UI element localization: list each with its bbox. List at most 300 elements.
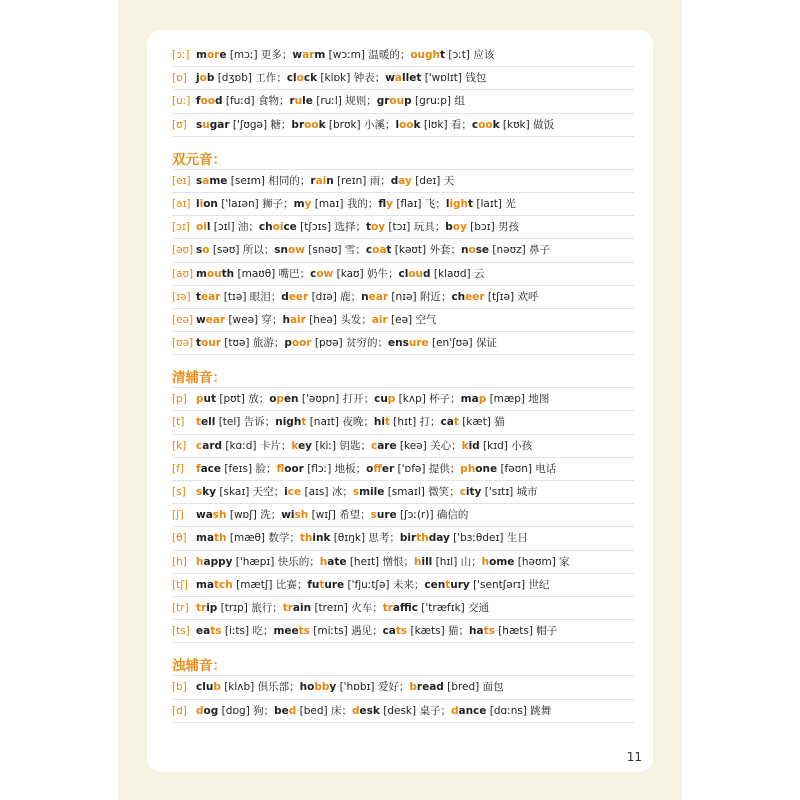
highlighted-letters: ow — [316, 267, 334, 280]
word-letters: l — [206, 221, 211, 234]
chinese-meaning: 床 — [331, 704, 342, 717]
word-letters: o — [269, 393, 277, 406]
chinese-meaning: 城市 — [516, 486, 538, 498]
word-letters: k — [492, 118, 500, 131]
phonetic-transcription: ['sentʃərɪ] — [473, 578, 526, 591]
word-letters: c — [310, 267, 317, 280]
example-word — [196, 681, 221, 693]
phonetic-transcription: ['fjuːtʃə] — [347, 578, 390, 591]
word-letters: h — [282, 313, 290, 326]
word-letters: b — [445, 221, 453, 234]
example-word — [374, 416, 390, 428]
chinese-meaning: 糖 — [270, 118, 281, 131]
example-word — [424, 579, 469, 591]
chinese-meaning: 杯子 — [429, 393, 451, 406]
phoneme-symbol: [d] — [172, 704, 187, 717]
phonetic-transcription: [reɪn] — [337, 174, 367, 187]
example-word — [441, 416, 459, 428]
chinese-meaning: 脸 — [255, 462, 266, 475]
highlighted-letters: oo — [399, 118, 414, 131]
phonetic-transcription: [eə] — [391, 313, 413, 326]
phoneme-row: [s] sky [skaɪ] 天空；ice [aɪs] 冰；smile [smaɪl] 微笑；city ['sɪtɪ] 城市 — [172, 481, 634, 504]
highlighted-letters: p — [196, 393, 204, 406]
word-letters: esk — [359, 704, 380, 717]
word-letters: ca — [382, 625, 396, 638]
example-word — [472, 119, 500, 131]
phonetic-transcription: [trɪp] — [220, 601, 248, 614]
phonetic-transcription: [pʊə] — [314, 337, 343, 350]
chinese-meaning: 规则 — [345, 95, 367, 108]
chinese-meaning: 钱包 — [465, 72, 487, 85]
phonetic-transcription: [mætʃ] — [236, 578, 273, 591]
chinese-meaning: 男孩 — [498, 221, 520, 234]
example-word — [196, 393, 216, 405]
word-letters: ill — [421, 555, 433, 568]
chinese-meaning: 温暖的 — [368, 49, 400, 61]
word-letters: ome — [489, 555, 515, 568]
chinese-meaning: 空气 — [415, 313, 437, 326]
phoneme-row: [k] card [kɑːd] 卡片；key [kiː] 钥匙；care [keə] 关心；kid [kɪd] 小孩 — [172, 435, 634, 458]
word-letters: t — [468, 197, 474, 210]
highlighted-letters: ou — [389, 95, 405, 108]
word-letters: w — [196, 313, 206, 326]
phonetic-transcription: [treɪn] — [314, 601, 348, 614]
example-word — [196, 72, 214, 84]
example-word — [300, 681, 337, 693]
word-letters: cen — [424, 578, 446, 591]
example-word — [196, 314, 225, 326]
example-word — [310, 268, 333, 280]
phonetic-transcription: [klʌb] — [224, 681, 255, 694]
chinese-meaning: 告诉 — [243, 416, 265, 429]
word-letters: en — [283, 393, 299, 406]
chinese-meaning: 遇见 — [351, 625, 373, 638]
example-word — [196, 268, 234, 280]
example-word — [307, 579, 344, 591]
phonetic-transcription: [brʊk] — [328, 118, 361, 131]
chinese-meaning: 看 — [450, 118, 462, 131]
phonetic-transcription: [bɔɪ] — [470, 221, 495, 234]
example-word — [196, 244, 209, 256]
word-letters: affic — [392, 601, 418, 614]
word-letters: og — [203, 704, 219, 717]
word-letters: are — [377, 439, 397, 452]
highlighted-letters: ear — [201, 290, 221, 303]
highlighted-letters: eer — [288, 290, 309, 303]
example-word — [196, 175, 227, 187]
word-letters: be — [274, 704, 289, 717]
chinese-meaning: 眼泪 — [249, 290, 271, 303]
highlighted-letters: or — [206, 49, 220, 61]
chinese-meaning: 飞 — [424, 197, 436, 210]
example-word — [259, 221, 297, 233]
chinese-meaning: 交通 — [468, 601, 490, 614]
phonetic-transcription: [smaɪl] — [387, 486, 425, 498]
example-word — [371, 440, 397, 452]
phonetic-transcription: [flɔː] — [307, 462, 332, 475]
highlighted-letters: our — [201, 337, 221, 350]
phoneme-row: [ʊ] sugar ['ʃʊgə] 糖；brook [brʊk] 小溪；look [lʊk] 看；cook [kʊk] 做饭 — [172, 114, 634, 137]
word-letters: day — [428, 532, 450, 545]
highlighted-letters: ou — [206, 267, 222, 280]
example-word — [300, 532, 331, 544]
word-letters: ance — [458, 704, 487, 717]
highlighted-letters: t — [196, 416, 202, 429]
chinese-meaning: 相同的 — [268, 174, 300, 187]
highlighted-letters: f — [276, 462, 285, 475]
phonetic-transcription: ['əʊpn] — [301, 393, 340, 406]
highlighted-letters: ure — [408, 337, 429, 350]
highlighted-letters: t — [319, 578, 325, 591]
chinese-meaning: 微笑 — [428, 486, 450, 498]
phoneme-row: [tr] trip [trɪp] 旅行；train [treɪn] 火车；traffic ['træfɪk] 交通 — [172, 597, 634, 620]
chinese-meaning: 小溪 — [363, 118, 385, 131]
highlighted-letters: o — [296, 72, 304, 85]
word-letters: one — [475, 462, 498, 475]
highlighted-letters: oy — [452, 221, 467, 234]
example-word — [374, 393, 395, 405]
phoneme-symbol: [eə] — [172, 313, 194, 326]
highlighted-letters: y — [304, 197, 312, 210]
chinese-meaning: 打 — [419, 416, 431, 429]
highlighted-letters: oy — [371, 221, 386, 234]
chinese-meaning: 数学 — [268, 532, 290, 545]
highlighted-letters: oo — [478, 118, 493, 131]
chinese-meaning: 光 — [505, 197, 516, 210]
highlighted-letters: sh — [212, 509, 227, 522]
example-word — [451, 291, 484, 303]
highlighted-letters: ts — [210, 625, 222, 638]
example-word — [482, 556, 515, 568]
chinese-meaning: 洗 — [260, 509, 271, 522]
highlighted-letters: th — [299, 532, 313, 545]
chinese-meaning: 面包 — [482, 681, 504, 694]
phonetic-transcription: [gruːp] — [414, 95, 452, 108]
chinese-meaning: 狮子 — [262, 197, 284, 210]
chinese-meaning: 做饭 — [533, 118, 555, 131]
chinese-meaning: 吃 — [252, 625, 263, 638]
highlighted-letters: ay — [398, 174, 412, 187]
phoneme-row: [əʊ] so [səʊ] 所以；snow [snəʊ] 雪；coat [kəʊt] 外套；nose [nəʊz] 鼻子 — [172, 239, 634, 262]
word-letters: t — [365, 221, 371, 234]
highlighted-letters: h — [481, 555, 490, 568]
chinese-meaning: 猫 — [448, 625, 459, 638]
phoneme-symbol: [p] — [172, 393, 187, 406]
example-word — [281, 291, 308, 303]
phonetic-transcription: ['wɒlɪt] — [424, 72, 462, 85]
phoneme-row: [aʊ] mouth [maʊθ] 嘴巴；cow [kaʊ] 奶牛；cloud [klaʊd] 云 — [172, 263, 634, 286]
word-letters: th — [221, 267, 235, 280]
chinese-meaning: 旅游 — [252, 337, 274, 350]
highlighted-letters: u — [294, 95, 303, 108]
word-letters: ch — [451, 290, 466, 303]
chinese-meaning: 生日 — [506, 532, 528, 545]
highlighted-letters: tch — [214, 578, 233, 591]
page-number: 11 — [626, 750, 642, 764]
word-letters: fu — [307, 578, 320, 591]
example-word — [352, 705, 380, 717]
example-word — [196, 49, 226, 61]
chinese-meaning: 关心 — [430, 439, 452, 452]
word-letters: ho — [299, 681, 315, 694]
chinese-meaning: 欢呼 — [517, 290, 539, 303]
highlighted-letters: ph — [460, 462, 476, 475]
word-letters: j — [196, 72, 200, 85]
word-letters: ha — [469, 625, 484, 638]
highlighted-letters: ts — [395, 625, 408, 638]
chinese-meaning: 希望 — [339, 509, 361, 522]
highlighted-letters: eer — [465, 290, 485, 303]
phonetic-transcription: [seɪm] — [230, 174, 266, 187]
highlighted-letters: th — [416, 532, 429, 545]
chinese-meaning: 桌子 — [419, 704, 441, 717]
chinese-meaning: 应该 — [473, 49, 495, 61]
highlighted-letters: ts — [298, 625, 310, 638]
word-letters: ard — [202, 439, 223, 452]
word-letters: se — [475, 244, 490, 257]
example-word — [196, 556, 232, 568]
word-letters: s — [196, 174, 203, 187]
word-letters: y — [329, 681, 337, 694]
phoneme-row: [ʃ] wash [wɒʃ] 洗；wish [wɪʃ] 希望；sure [ʃɔː(r)] 确信的 — [172, 504, 634, 527]
phonetic-transcription: [flaɪ] — [396, 197, 422, 210]
phonetic-transcription: [keə] — [399, 439, 427, 452]
word-letters: le — [302, 95, 313, 108]
highlighted-letters: k — [461, 439, 469, 452]
word-letters: d — [390, 174, 399, 187]
section-heading: 双元音： — [172, 147, 634, 170]
example-word — [366, 244, 392, 256]
word-letters: ea — [196, 625, 211, 638]
phoneme-row: [aɪ] lion ['laɪən] 狮子；my [maɪ] 我的；fly [flaɪ] 飞；light [laɪt] 光 — [172, 193, 634, 216]
example-word — [196, 705, 218, 717]
example-word — [196, 221, 210, 233]
phonetic-transcription: [maʊθ] — [237, 267, 276, 280]
word-letters: m — [293, 197, 305, 210]
highlighted-letters: tr — [282, 601, 293, 614]
highlighted-letters: ou — [408, 267, 423, 280]
word-letters: w — [385, 72, 395, 85]
example-word — [372, 314, 388, 326]
word-letters: loor — [284, 462, 304, 475]
highlighted-letters: igh — [449, 197, 469, 210]
example-word — [196, 602, 217, 614]
example-word — [292, 49, 325, 61]
example-word — [366, 221, 385, 233]
example-word — [377, 95, 412, 107]
word-letters: l — [395, 118, 400, 131]
phoneme-row: [ɔː] more [mɔː] 更多；warm [wɔːm] 温暖的；ought [ɔːt] 应该 — [172, 44, 634, 67]
highlighted-letters: oi — [196, 221, 207, 234]
word-letters: r — [289, 95, 295, 108]
phoneme-symbol: [aɪ] — [172, 197, 191, 210]
highlighted-letters: sh — [294, 509, 309, 522]
chinese-meaning: 选择 — [334, 221, 356, 234]
phonetic-transcription: [deɪ] — [415, 174, 441, 187]
example-word — [281, 509, 308, 521]
phonetic-transcription: [kɪd] — [483, 439, 508, 452]
phonetic-transcription: [ʃɔː(r)] — [400, 509, 434, 522]
chinese-meaning: 提供 — [428, 462, 450, 475]
word-letters: ch — [258, 221, 273, 234]
word-letters: f — [196, 95, 201, 108]
word-letters: p — [284, 337, 292, 350]
example-word — [353, 486, 385, 498]
word-letters: mee — [273, 625, 299, 638]
example-word — [451, 705, 486, 717]
word-letters: ens — [388, 337, 409, 350]
phoneme-symbol: [ʊə] — [172, 337, 194, 350]
highlighted-letters: c — [370, 439, 378, 452]
phoneme-row: [ɒ] job [dʒɒb] 工作；clock [klɒk] 钟表；wallet ['wɒlɪt] 钱包 — [172, 67, 634, 90]
phoneme-row: [tʃ] match [mætʃ] 比赛；future ['fjuːtʃə] 未来；century ['sentʃərɪ] 世纪 — [172, 574, 634, 597]
word-letters: cl — [286, 72, 297, 85]
word-letters: gr — [376, 95, 390, 108]
word-letters: ce — [283, 221, 297, 234]
phoneme-row: [f] face [feɪs] 脸；floor [flɔː] 地板；offer ['ɒfə] 提供；phone [fəʊn] 电话 — [172, 458, 634, 481]
chinese-meaning: 天 — [443, 174, 455, 187]
phonetic-transcription: [bred] — [447, 681, 480, 694]
phonetic-transcription: [kæts] — [410, 625, 445, 638]
example-word — [291, 119, 325, 131]
example-word — [282, 314, 305, 326]
example-word — [460, 486, 482, 498]
example-word — [409, 681, 443, 693]
chinese-meaning: 地图 — [528, 393, 550, 406]
word-letters: e — [219, 49, 227, 61]
word-letters: ky — [202, 486, 217, 498]
phonetic-transcription: [kəʊt] — [394, 244, 427, 257]
phoneme-row: [eɪ] same [seɪm] 相同的；rain [reɪn] 雨；day [deɪ] 天 — [172, 170, 634, 193]
phonetic-transcription: [klɒk] — [320, 72, 351, 85]
phonetic-transcription: [kæt] — [462, 416, 491, 429]
word-letters: i — [284, 486, 288, 498]
phoneme-symbol: [tr] — [172, 601, 189, 614]
phonetic-transcription: [wɒʃ] — [229, 509, 257, 522]
highlighted-letters: oa — [372, 244, 387, 257]
chinese-meaning: 猫 — [494, 416, 505, 429]
highlighted-letters: u — [202, 118, 210, 131]
example-word — [276, 463, 303, 475]
example-word — [289, 95, 312, 107]
chinese-meaning: 帽子 — [536, 625, 558, 638]
highlighted-letters: s — [196, 486, 203, 498]
word-letters: ey — [298, 439, 313, 452]
word-letters: ate — [327, 555, 347, 568]
example-word — [196, 440, 222, 452]
word-letters: m — [314, 49, 326, 61]
word-letters: gar — [209, 118, 230, 131]
example-word — [274, 705, 296, 717]
phoneme-symbol: [əʊ] — [172, 244, 194, 257]
highlighted-letters: d — [288, 704, 297, 717]
phoneme-symbol: [ɔɪ] — [172, 221, 190, 234]
highlighted-letters: d — [450, 704, 459, 717]
phoneme-symbol: [t] — [172, 416, 185, 429]
highlighted-letters: p — [387, 393, 396, 406]
highlighted-letters: b — [213, 681, 221, 694]
highlighted-letters: p — [478, 393, 487, 406]
phoneme-row: [θ] math [mæθ] 数学；think [θɪŋk] 思考；birthday ['bɜːθdeɪ] 生日 — [172, 527, 634, 550]
phonetic-transcription: [snəʊ] — [308, 244, 342, 257]
phoneme-symbol: [b] — [172, 681, 187, 694]
phonetic-transcription: [mæθ] — [229, 532, 266, 545]
phonetics-list — [172, 44, 634, 723]
chinese-meaning: 我的 — [346, 197, 368, 210]
example-word — [196, 95, 223, 107]
phoneme-row: [p] put [pʊt] 放；open ['əʊpn] 打开；cup [kʌp] 杯子；map [mæp] 地图 — [172, 388, 634, 411]
chinese-meaning: 穿 — [261, 313, 272, 326]
word-letters: p — [404, 95, 412, 108]
word-letters: c — [365, 244, 373, 257]
word-letters: appy — [203, 555, 233, 568]
phoneme-symbol: [θ] — [172, 532, 187, 545]
phonetic-transcription: [wɪʃ] — [311, 509, 336, 522]
word-letters: ma — [196, 532, 215, 545]
chinese-meaning: 工作 — [255, 72, 277, 85]
phonetic-transcription: [tel] — [218, 416, 241, 429]
highlighted-letters: a — [202, 174, 210, 187]
word-letters: t — [386, 244, 392, 257]
phonetic-transcription: [miːts] — [313, 625, 348, 638]
phonetic-transcription: [maɪ] — [314, 197, 344, 210]
word-letters: wa — [196, 509, 213, 522]
chinese-meaning: 头发 — [340, 313, 362, 326]
chinese-meaning: 雪 — [344, 244, 356, 257]
phonetic-transcription: [en'ʃʊə] — [431, 337, 473, 350]
word-letters: me — [209, 174, 228, 187]
highlighted-letters: i — [199, 197, 204, 210]
chinese-meaning: 钟表 — [353, 72, 375, 85]
highlighted-letters: t — [445, 578, 451, 591]
example-word — [462, 440, 480, 452]
example-word — [196, 486, 216, 498]
phoneme-row: [t] tell [tel] 告诉；night [naɪt] 夜晚；hit [hɪt] 打；cat [kæt] 猫 — [172, 411, 634, 434]
chinese-meaning: 所以 — [242, 244, 264, 257]
chinese-meaning: 放 — [248, 393, 259, 406]
chinese-meaning: 家 — [559, 555, 570, 568]
chinese-meaning: 鼻子 — [529, 244, 551, 257]
phoneme-symbol: [h] — [172, 555, 187, 568]
example-word — [196, 416, 215, 428]
phonetic-transcription: [dɒg] — [221, 704, 250, 717]
phonetic-transcription: [ruːl] — [316, 95, 342, 108]
highlighted-letters: t — [384, 416, 390, 429]
phonetic-transcription: [fəʊn] — [500, 462, 532, 475]
phonetic-transcription: [aɪs] — [304, 486, 329, 498]
word-letters: d — [281, 290, 289, 303]
word-letters: l — [445, 197, 450, 210]
phoneme-row: [uː] food [fuːd] 食物；rule [ruːl] 规则；group [gruːp] 组 — [172, 90, 634, 113]
word-letters: fl — [378, 197, 387, 210]
chinese-meaning: 打开 — [342, 393, 364, 406]
word-letters: d — [423, 267, 431, 280]
example-word — [310, 175, 333, 187]
word-letters: hi — [373, 416, 385, 429]
phonetic-transcription: [tʊə] — [224, 337, 250, 350]
word-letters: s — [196, 118, 203, 131]
example-word — [275, 416, 306, 428]
word-letters: o — [366, 462, 374, 475]
highlighted-letters: oor — [291, 337, 312, 350]
word-letters: m — [196, 49, 207, 61]
chinese-meaning: 电话 — [535, 462, 557, 475]
highlighted-letters: f — [196, 462, 201, 475]
phonetic-transcription: [kʌp] — [398, 393, 426, 406]
chinese-meaning: 外套 — [429, 244, 451, 257]
word-letters: ut — [203, 393, 217, 406]
highlighted-letters: h — [319, 555, 328, 568]
